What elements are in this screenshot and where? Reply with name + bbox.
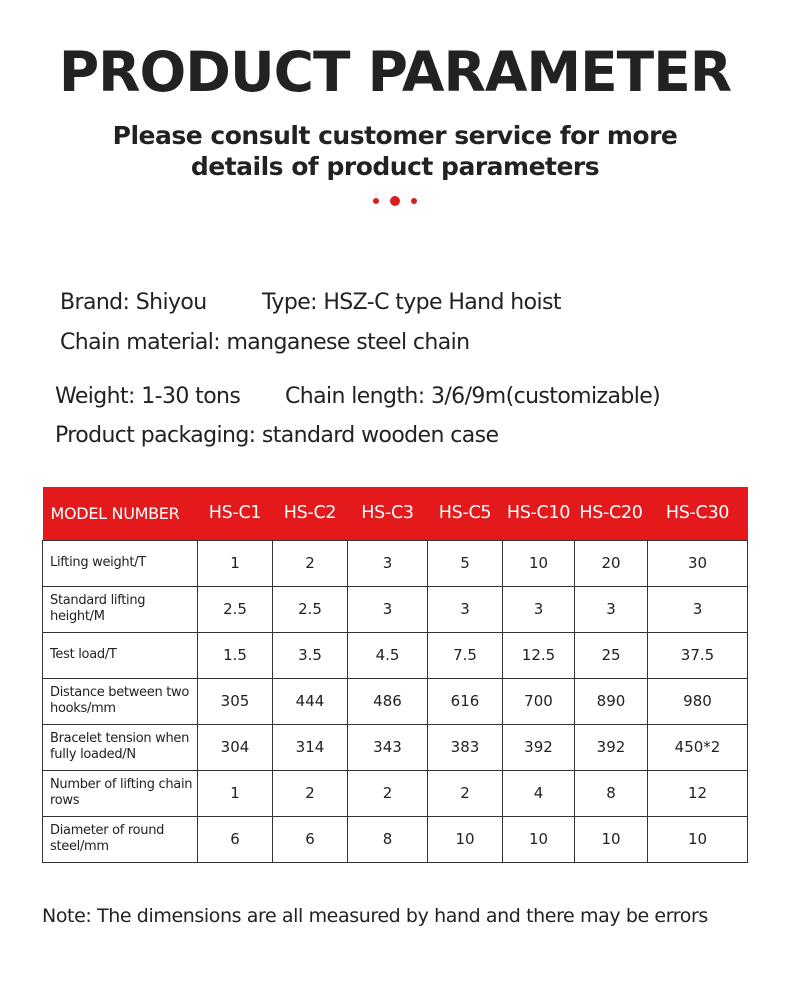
table-cell: 6 [198,816,273,862]
table-cell: 314 [273,724,348,770]
table-cell: 486 [348,678,428,724]
row-label: Lifting weight/T [43,540,198,586]
table-cell: 4.5 [348,632,428,678]
subtitle-line-1: Please consult customer service for more [112,121,678,150]
info-chain-material: Chain material: manganese steel chain [60,330,470,355]
table-cell: 3 [575,586,648,632]
table-cell: 10 [575,816,648,862]
page-subtitle [0,120,790,182]
table-cell: 890 [575,678,648,724]
header-model: HS-C1 [198,487,273,540]
table-cell: 3.5 [273,632,348,678]
table-cell: 10 [503,540,575,586]
table-cell: 2 [348,770,428,816]
table-cell: 30 [648,540,748,586]
dot-left [373,198,379,204]
table-row [43,540,748,586]
table-cell: 10 [428,816,503,862]
page-title: PRODUCT PARAMETER [58,40,732,104]
table-cell: 2.5 [273,586,348,632]
row-label: Test load/T [43,632,198,678]
dot-center [390,196,400,206]
header-model: HS-C2 [273,487,348,540]
table-cell: 8 [348,816,428,862]
table-header-row [43,487,748,540]
info-brand: Brand: Shiyou [60,290,207,315]
table-cell: 3 [348,586,428,632]
row-label: Bracelet tension when fully loaded/N [43,724,198,770]
table-cell: 450*2 [648,724,748,770]
row-label: Distance between two hooks/mm [43,678,198,724]
table-cell: 1 [198,770,273,816]
table-row [43,816,748,862]
table-cell: 10 [648,816,748,862]
decorative-dots [0,196,790,206]
table-cell: 12 [648,770,748,816]
table-cell: 2 [273,770,348,816]
table-cell: 2 [273,540,348,586]
table-cell: 392 [503,724,575,770]
table-cell: 10 [503,816,575,862]
table-cell: 3 [348,540,428,586]
table-cell: 3 [648,586,748,632]
header-model: HS-C30 [648,487,748,540]
table-cell: 343 [348,724,428,770]
table-cell: 12.5 [503,632,575,678]
table-cell: 980 [648,678,748,724]
header-model: HS-C5 [428,487,503,540]
table-cell: 383 [428,724,503,770]
table-cell: 2.5 [198,586,273,632]
table-cell: 1 [198,540,273,586]
table-cell: 1.5 [198,632,273,678]
info-type: Type: HSZ-C type Hand hoist [262,290,561,315]
header-model-number: MODEL NUMBER [43,487,198,540]
header-model: HS-C20 [575,487,648,540]
table-row [43,632,748,678]
table-cell: 4 [503,770,575,816]
table-cell: 8 [575,770,648,816]
table-row [43,678,748,724]
header-model: HS-C3 [348,487,428,540]
table-cell: 305 [198,678,273,724]
table-cell: 304 [198,724,273,770]
table-cell: 3 [503,586,575,632]
table-cell: 392 [575,724,648,770]
parameter-table [42,487,748,863]
table-cell: 700 [503,678,575,724]
table-row [43,724,748,770]
table-cell: 2 [428,770,503,816]
footnote: Note: The dimensions are all measured by hand and there may be errors [42,905,708,927]
table-cell: 616 [428,678,503,724]
table-row [43,586,748,632]
table-row [43,770,748,816]
table-cell: 25 [575,632,648,678]
table-cell: 20 [575,540,648,586]
info-packaging: Product packaging: standard wooden case [55,423,499,448]
info-weight: Weight: 1-30 tons [55,384,241,409]
info-chain-length: Chain length: 3/6/9m(customizable) [285,384,661,409]
table-cell: 6 [273,816,348,862]
table-cell: 3 [428,586,503,632]
row-label: Number of lifting chain rows [43,770,198,816]
table-cell: 444 [273,678,348,724]
table-cell: 7.5 [428,632,503,678]
subtitle-line-2: details of product parameters [190,152,600,181]
table-cell: 5 [428,540,503,586]
row-label: Diameter of round steel/mm [43,816,198,862]
table-cell: 37.5 [648,632,748,678]
dot-right [411,198,417,204]
header-model: HS-C10 [503,487,575,540]
row-label: Standard lifting height/M [43,586,198,632]
